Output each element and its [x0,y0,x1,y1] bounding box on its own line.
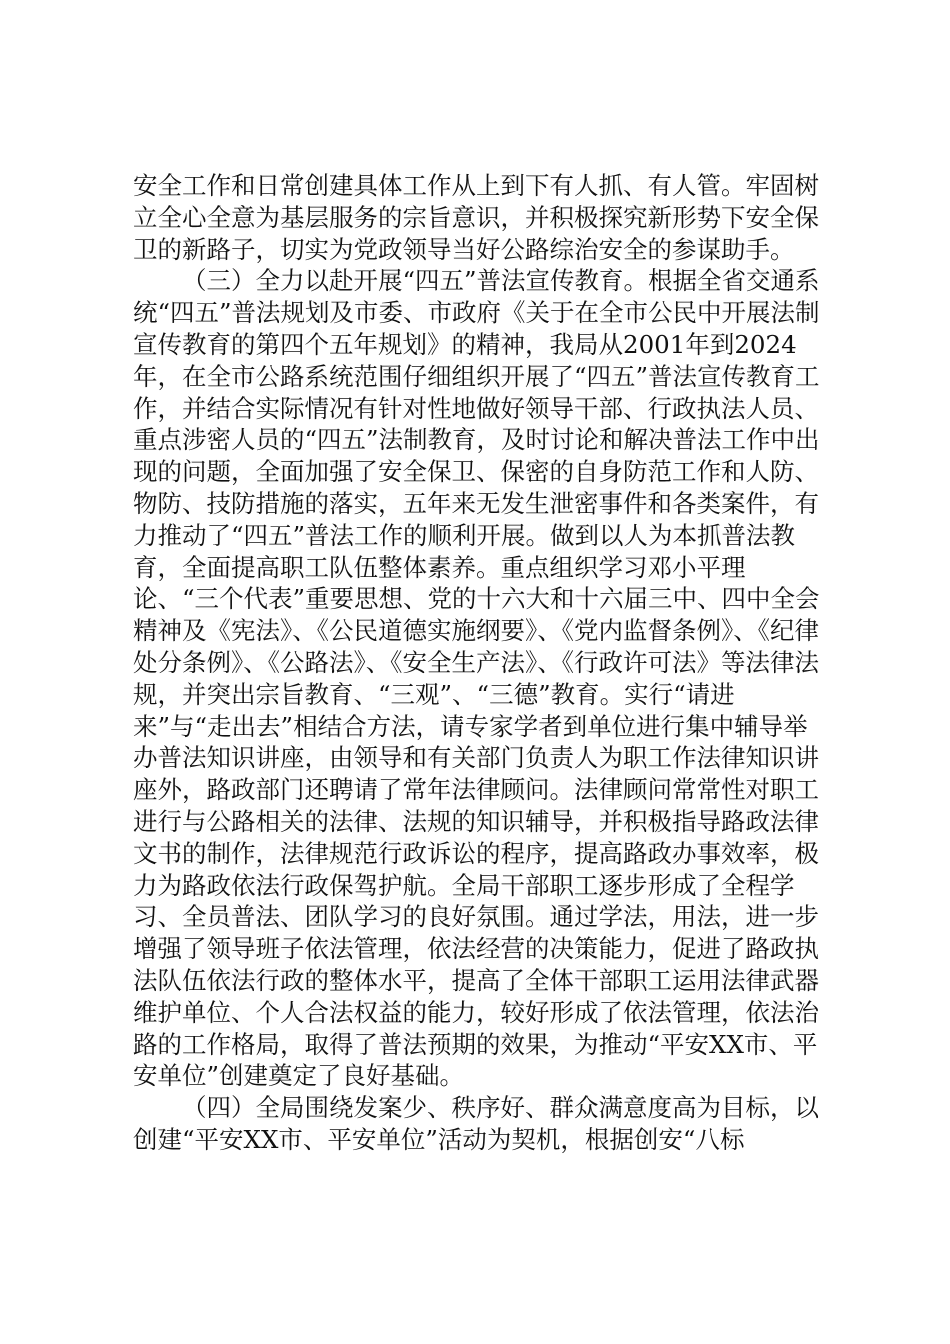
document-body [133,170,823,1156]
paragraph-section-4: （四）全局围绕发案少、秩序好、群众满意度高为目标，以创建“平安XX市、平安单位”活动为契机，根据创安“八标 [133,1093,819,1154]
paragraph-section-3: （三）全力以赴开展“四五”普法宣传教育。根据全省交通系统“四五”普法规划及市委、市政府《关于在全市公民中开展法制宣传教育的第四个五年规划》的精神，我局从2001年到2024年，在全市公路系统范围仔细组织开展了“四五”普法宣传教育工作，并结合实际情况有针对性地做好领导干部、行政执法人员、重点涉密人员的“四五”法制教育，及时讨论和解决普法工作中出现的问题，全面加强了安全保卫、保密的自身防范工作和人防、物防、技防措施的落实，五年来无发生泄密事件和各类案件，有力推动了“四五”普法工作的顺利开展。做到以人为本抓普法教育，全面提高职工队伍整体素养。重点组织学习邓小平理论、“三个代表”重要思想、党的十六大和十六届三中、四中全会精神及《宪法》、《公民道德实施纲要》、《党内监督条例》、《纪律处分条例》、《公路法》、《安全生产法》、《行政许可法》等法律法规，并突出宗旨教育、“三观”、“三德”教育。实行“请进来”与“走出去”相结合方法，请专家学者到单位进行集中辅导举办普法知识讲座，由领导和有关部门负责人为职工作法律知识讲座外，路政部门还聘请了常年法律顾问。法律顾问常常性对职工进行与公路相关的法律、法规的知识辅导，并积极指导路政法律文书的制作，法律规范行政诉讼的程序，提高路政办事效率，极力为路政依法行政保驾护航。全局干部职工逐步形成了全程学习、全员普法、团队学习的良好氛围。通过学法，用法，进一步增强了领导班子依法管理，依法经营的决策能力，促进了路政执法队伍依法行政的整体水平，提高了全体干部职工运用法律武器维护单位、个人合法权益的能力，较好形成了依法管理，依法治路的工作格局，取得了普法预期的效果，为推动“平安XX市、平安单位”创建奠定了良好基础。 [133,266,820,1091]
paragraph-continuation: 安全工作和日常创建具体工作从上到下有人抓、有人管。牢固树立全心全意为基层服务的宗旨意识，并积极探究新形势下安全保卫的新路子，切实为党政领导当好公路综治安全的参谋助手。 [133,171,819,264]
